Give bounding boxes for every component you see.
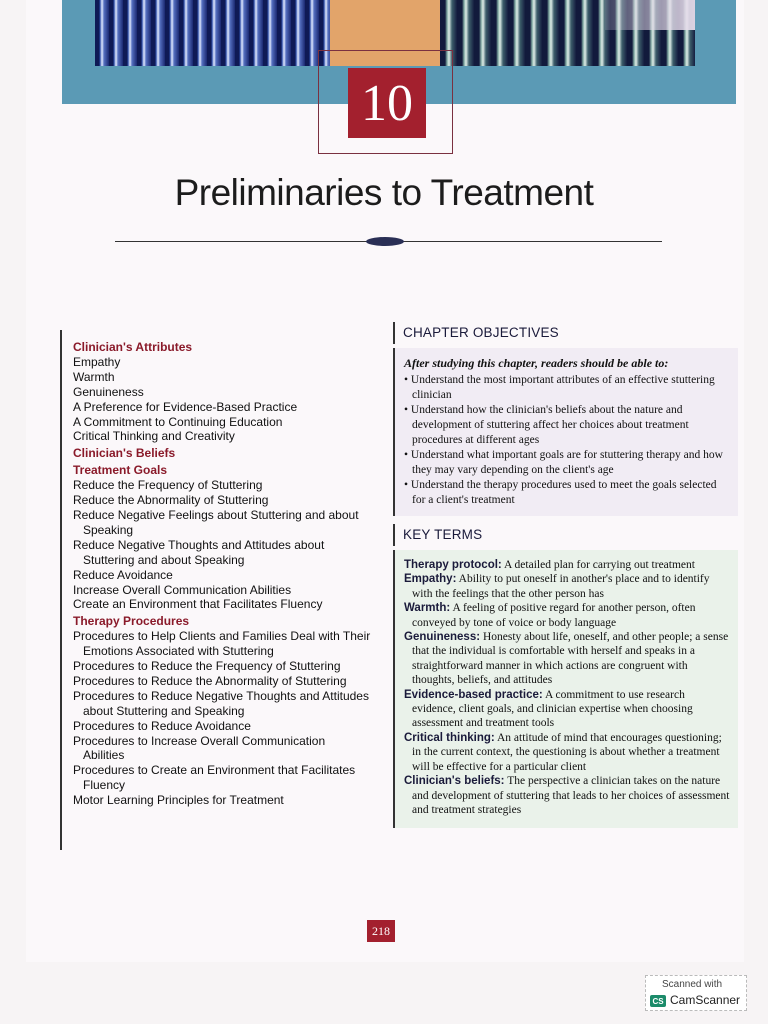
sidebar-column (393, 322, 738, 828)
outline-item: Genuineness (73, 384, 144, 399)
outline-item: Procedures to Increase Overall Communication (73, 733, 326, 748)
banner-photo-right (440, 0, 695, 66)
outline-section-heading: Clinician's Attributes (73, 340, 193, 354)
scanned-with-label: Scanned with (662, 979, 723, 990)
page-number: 218 (367, 920, 395, 942)
objective-item: • Understand the most important attributes of an effective stuttering clinician (404, 373, 730, 403)
key-term-name: Evidence-based practice: (404, 688, 543, 701)
outline-item: Warmth (73, 369, 115, 384)
key-term-definition: A commitment to use research evidence, client goals, and clinician expertise when choosing assessment and treatment tools (412, 688, 693, 730)
outline-item: Procedures to Reduce Avoidance (73, 718, 251, 733)
outline-section-heading: Treatment Goals (73, 463, 168, 478)
key-term-entry (404, 630, 730, 688)
camscanner-logo-icon: CS (650, 995, 666, 1007)
outline-item: Fluency (83, 778, 126, 793)
chapter-outline (60, 330, 380, 850)
banner-photo-left (95, 0, 330, 66)
objectives-list (404, 373, 730, 508)
outline-item: Motor Learning Principles for Treatment (73, 793, 284, 808)
outline-item: Reduce the Frequency of Stuttering (73, 478, 263, 493)
key-term-name: Warmth: (404, 602, 451, 615)
camscanner-name: CamScanner (670, 993, 741, 1007)
key-term-entry (404, 774, 730, 817)
objective-item: • Understand the therapy procedures used to meet the goals selected for a client's treatment (404, 478, 730, 508)
outline-item: about Stuttering and Speaking (83, 703, 245, 718)
outline-item: Stuttering and about Speaking (83, 552, 245, 567)
chapter-number: 10 (348, 68, 426, 138)
key-term-entry (404, 572, 730, 601)
key-term-entry (404, 601, 730, 630)
outline-list (62, 330, 380, 808)
key-term-definition: Honesty about life, oneself, and other people; a sense that the individual is comfortable with herself and speaks in a straightforward manner in which actions are congruent with thoughts, beliefs, and attitudes (412, 631, 729, 687)
outline-item: Emotions Associated with Stuttering (83, 644, 274, 659)
key-terms-heading: KEY TERMS (393, 524, 738, 546)
key-term-entry (404, 731, 730, 774)
objective-item: • Understand how the clinician's beliefs about the nature and development of stuttering affect her choices about treatment procedures at different ages (404, 403, 730, 448)
key-term-definition: The perspective a clinician takes on the nature and development of stuttering that leads to her choices of assessment and treatment strategies (412, 775, 730, 816)
camscanner-watermark (645, 975, 747, 1011)
outline-item: Reduce Negative Thoughts and Attitudes about (73, 537, 325, 552)
outline-item: Procedures to Reduce Negative Thoughts and Attitudes (73, 688, 369, 703)
objectives-heading: CHAPTER OBJECTIVES (393, 322, 738, 344)
key-term-name: Genuineness: (404, 631, 481, 644)
key-term-definition: An attitude of mind that encourages questioning; in the current context, the questioning is about whether a treatment will be effective for a particular client (412, 731, 722, 773)
outline-item: A Preference for Evidence-Based Practice (73, 399, 298, 414)
outline-item: Reduce the Abnormality of Stuttering (73, 493, 269, 508)
objective-item: • Understand what important goals are for stuttering therapy and how they may vary depending on the client's age (404, 448, 730, 478)
outline-section-heading: Clinician's Beliefs (73, 446, 176, 461)
key-term-definition: A detailed plan for carrying out treatment (504, 559, 695, 571)
key-term-entry (404, 558, 730, 572)
divider-ornament (366, 237, 404, 246)
outline-item: Procedures to Help Clients and Families Deal with Their (73, 629, 371, 644)
outline-item: Procedures to Create an Environment that Facilitates (73, 763, 356, 778)
key-term-name: Critical thinking: (404, 731, 495, 744)
outline-section-heading: Therapy Procedures (73, 614, 190, 629)
outline-item: Reduce Negative Feelings about Stuttering and about (73, 507, 359, 522)
outline-item: Create an Environment that Facilitates Fluency (73, 597, 323, 612)
outline-item: Reduce Avoidance (73, 567, 173, 582)
objectives-box (393, 348, 738, 516)
key-terms-box (393, 550, 738, 828)
key-term-name: Empathy: (404, 573, 457, 586)
outline-item: Procedures to Reduce the Frequency of Stuttering (73, 659, 341, 674)
outline-item: Speaking (83, 522, 134, 537)
outline-item: Procedures to Reduce the Abnormality of Stuttering (73, 673, 347, 688)
key-term-name: Clinician's beliefs: (404, 775, 505, 788)
outline-item: Critical Thinking and Creativity (73, 429, 235, 444)
key-term-definition: Ability to put oneself in another's place and to identify with the feelings that the other person has (412, 573, 710, 600)
outline-item: Increase Overall Communication Abilities (73, 582, 292, 597)
objectives-intro: After studying this chapter, readers should be able to: (404, 356, 669, 370)
outline-item: A Commitment to Continuing Education (73, 414, 283, 429)
key-term-name: Therapy protocol: (404, 559, 502, 571)
chapter-title: Preliminaries to Treatment (174, 172, 594, 213)
key-term-entry (404, 688, 730, 731)
key-term-definition: A feeling of positive regard for another person, often conveyed by tone of voice or body language (412, 602, 696, 629)
outline-item: Empathy (73, 354, 121, 369)
outline-item: Abilities (83, 748, 125, 763)
